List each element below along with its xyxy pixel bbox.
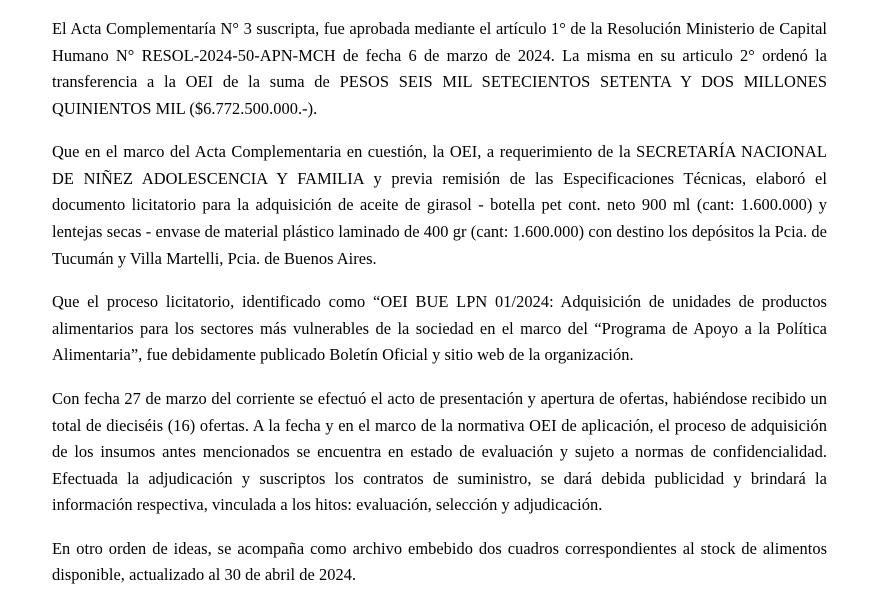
paragraph-2: Que en el marco del Acta Complementaria en cuestión, la OEI, a requerimiento de la SECRETARÍA NACIONAL DE NIÑEZ ADOLESCENCIA Y FAMILIA y previa remisión de las Especificaciones Técnicas, elaboró el documento licitatorio para la adquisición de aceite de girasol - botella pet cont. neto 900 ml (cant: 1.600.000) y lentejas secas - envase de material plástico laminado de 400 gr (cant: 1.600.000) con destino los depósitos la Pcia. de Tucumán y Villa Martelli, Pcia. de Buenos Aires. bbox=[52, 142, 827, 268]
document-body bbox=[52, 16, 827, 589]
paragraph-3: Que el proceso licitatorio, identificado como “OEI BUE LPN 01/2024: Adquisición de unidades de productos alimentarios para los sectores más vulnerables de la sociedad en el marco del “Programa de Apoyo a la Política Alimentaria”, fue debidamente publicado Boletín Oficial y sitio web de la organización. bbox=[52, 292, 827, 365]
paragraph-4: Con fecha 27 de marzo del corriente se efectuó el acto de presentación y apertura de ofertas, habiéndose recibido un total de dieciséis (16) ofertas. A la fecha y en el marco de la normativa OEI de aplicación, el proceso de adquisición de los insumos antes mencionados se encuentra en estado de evaluación y sujeto a normas de confidencialidad. Efectuada la adjudicación y suscriptos los contratos de suministro, se dará debida publicidad y brindará la información respectiva, vinculada a los hitos: evaluación, selección y adjudicación. bbox=[52, 388, 827, 515]
paragraph-5: En otro orden de ideas, se acompaña como archivo embebido dos cuadros correspondientes al stock de alimentos disponible, actualizado al 30 de abril de 2024. bbox=[52, 538, 827, 585]
paragraph-1: El Acta Complementaría N° 3 suscripta, fue aprobada mediante el artículo 1° de la Resolución Ministerio de Capital Humano N° RESOL-2024-50-APN-MCH de fecha 6 de marzo de 2024. La misma en su articulo 2° ordenó la transferencia a la OEI de la suma de PESOS SEIS MIL SETECIENTOS SETENTA Y DOS MILLONES QUINIENTOS MIL ($6.772.500.000.-). bbox=[52, 19, 827, 118]
